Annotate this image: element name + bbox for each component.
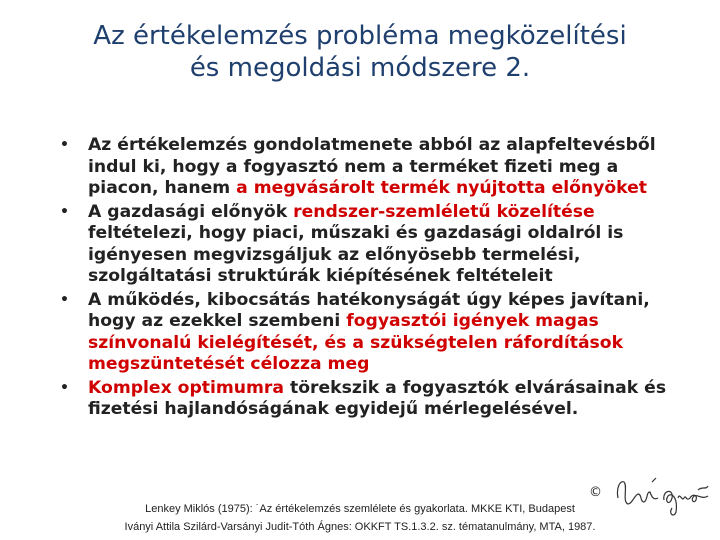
bullet-2-text-start: A gazdasági előnyök [88, 201, 294, 222]
slide-title-line-2: és megoldási módszere 2. [189, 53, 531, 83]
slide-title [40, 20, 680, 84]
reference-line-2: Iványi Attila Szilárd-Varsányi Judit-Tóth Ágnes: OKKFT TS.1.3.2. sz. tématanulmány, MTA, 1987. [124, 521, 596, 533]
bullet-dot-icon: • [60, 203, 69, 220]
bullet-dot-icon: • [60, 137, 69, 153]
bullet-item-2 [58, 202, 678, 288]
copyright-icon: © [589, 485, 602, 500]
bullet-item-1 [58, 135, 678, 200]
bullet-1-text: Az értékelemzés gondolatmenete abból az alapfeltevésből indul ki, hogy a fogyasztó nem a terméket fizeti meg a piacon, hanem [88, 135, 656, 198]
bullet-dot-icon: • [60, 379, 69, 396]
bullet-item-4 [58, 378, 678, 421]
bullet-item-3 [58, 290, 678, 376]
bullet-1-highlight: a megvásárolt termék nyújtotta előnyöket [236, 178, 648, 198]
bullet-2-highlight: rendszer-szemléletű közelítése [293, 201, 595, 222]
references [0, 500, 720, 536]
bullet-4-highlight: Komplex optimumra [88, 377, 285, 398]
bullet-2-text-end: feltételezi, hogy piaci, műszaki és gazdasági oldalról is igényesen megvizsgáljuk az előnyösebb termelési, szolgáltatási struktúrák kiépítésének feltételeit [88, 223, 624, 286]
bullet-list [58, 135, 678, 423]
bullet-4-text: törekszik a fogyasztók elvárásainak és fizetési hajlandóságának egyidejű mérlegelésével. [88, 377, 667, 419]
bullet-dot-icon: • [60, 291, 69, 308]
bullet-3-highlight: fogyasztói igények magas színvonalú kielégítését, és a szükségtelen ráfordítások megszüntetését célozza meg [88, 311, 624, 374]
bullet-3-text: A működés, kibocsátás hatékonyságát úgy képes javítani, hogy az ezekkel szembeni [88, 289, 650, 331]
reference-line-1: Lenkey Miklós (1975): ˙Az értékelemzés szemlélete és gyakorlata. MKKE KTI, Budapest [145, 503, 575, 515]
slide-title-line-1: Az értékelemzés probléma megközelítési [93, 21, 627, 51]
